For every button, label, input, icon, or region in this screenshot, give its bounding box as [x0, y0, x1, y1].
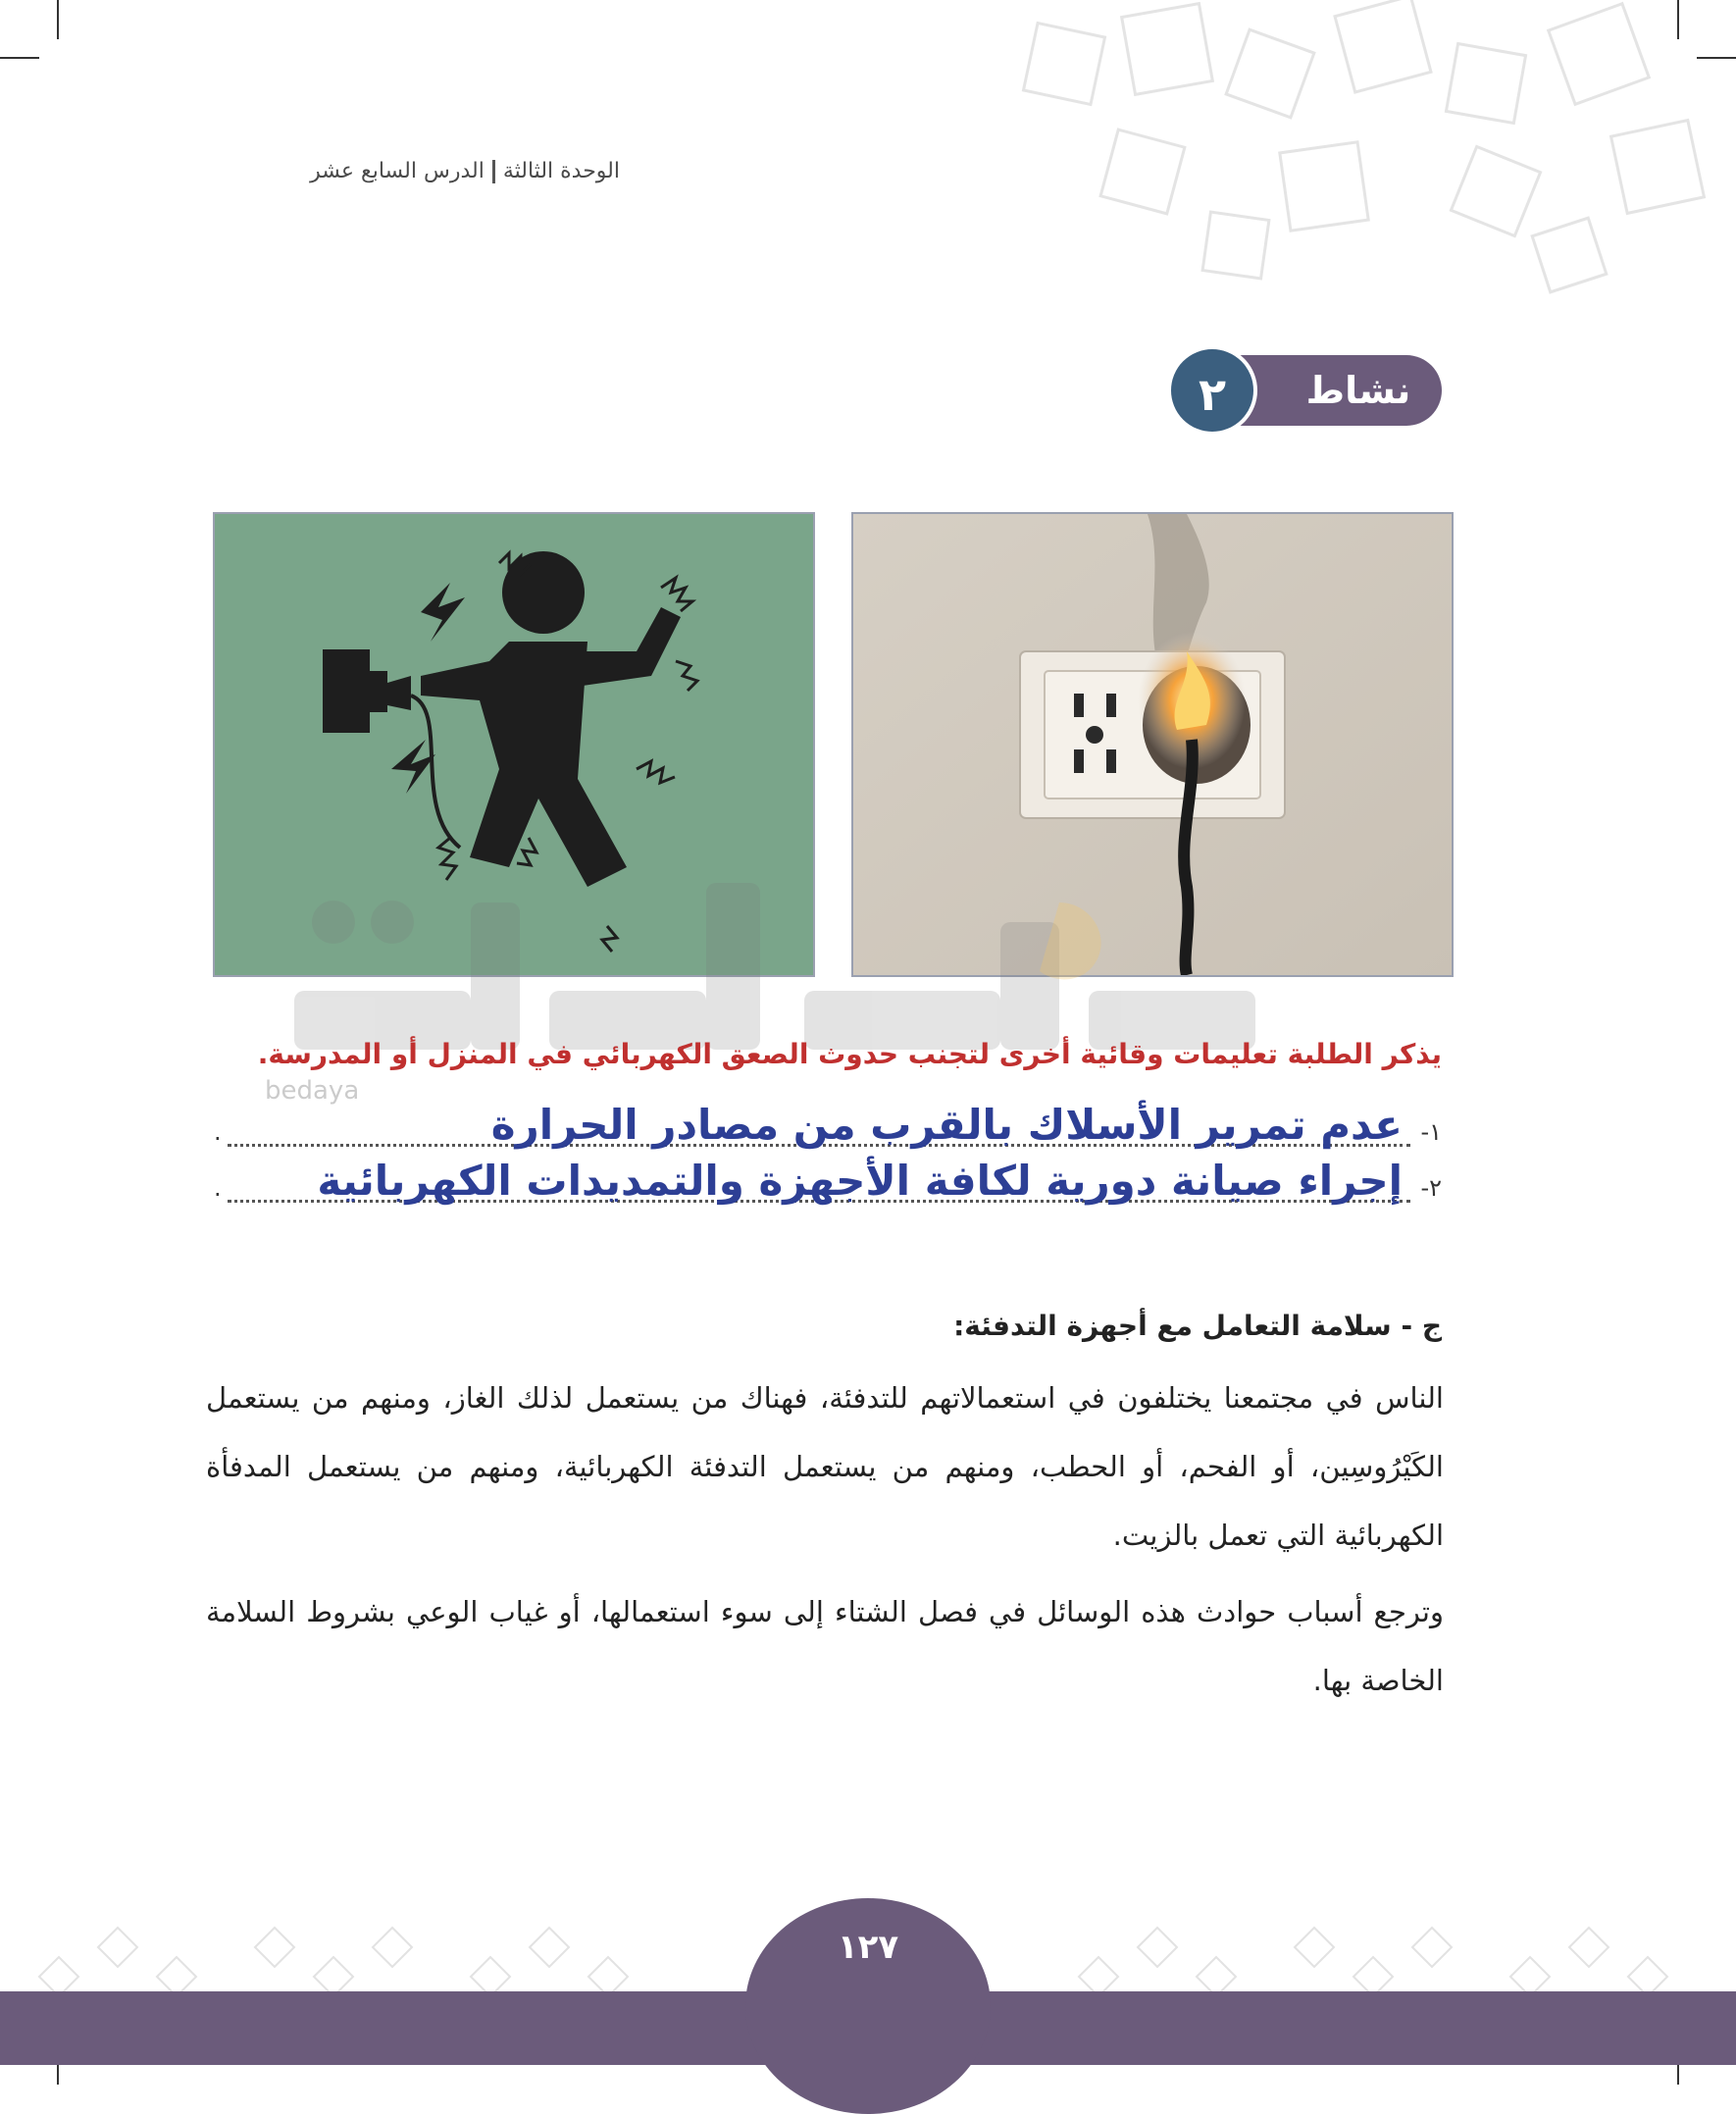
header-lesson: الدرس السابع عشر	[310, 159, 485, 183]
crop-mark	[0, 57, 39, 59]
electric-shock-icon	[215, 514, 813, 975]
activity-instruction: يذكر الطلبة تعليمات وقائية أخرى لتجنب حدوث الصعق الكهربائي في المنزل أو المدرسة.	[257, 1038, 1442, 1070]
page-number-tab	[745, 1898, 991, 2006]
decorative-pattern-top	[991, 0, 1736, 294]
running-header	[208, 159, 620, 183]
section-paragraph-1: الناس في مجتمعنا يختلفون في استعمالاتهم للتدفئة، فهناك من يستعمل لذلك الغاز، ومنهم من يستعمل الكَيْرُوسِين، أو الفحم، أو الحطب، ومنهم من يستعمل التدفئة الكهربائية، ومنهم من يستعمل المدفأة الكهربائية التي تعمل بالزيت.	[206, 1381, 1444, 1552]
electric-shock-image	[213, 512, 815, 977]
section-heading: ج - سلامة التعامل مع أجهزة التدفئة:	[953, 1310, 1442, 1342]
header-unit: الوحدة الثالثة	[502, 159, 620, 183]
burning-outlet-icon	[853, 514, 1452, 975]
answer-line-2	[206, 1157, 1442, 1213]
crop-mark	[57, 0, 59, 39]
answer-end: .	[214, 1118, 222, 1146]
burning-outlet-image	[851, 512, 1454, 977]
watermark-url: bedaya	[265, 1076, 360, 1106]
activity-label: نشاط	[1206, 355, 1442, 426]
answer-line-1	[206, 1101, 1442, 1158]
answer-number: ١-	[1420, 1118, 1442, 1146]
answer-end: .	[214, 1174, 222, 1202]
activity-number: ٢	[1167, 345, 1257, 436]
header-separator	[492, 160, 495, 183]
handwritten-answer: عدم تمرير الأسلاك بالقرب من مصادر الحرارة	[490, 1101, 1403, 1149]
activity-badge	[1167, 345, 1442, 436]
section-paragraph-2: وترجع أسباب حوادث هذه الوسائل في فصل الشتاء إلى سوء استعمالها، أو غياب الوعي بشروط السلامة الخاصة بها.	[206, 1595, 1444, 1697]
page-number: ١٢٧	[837, 1928, 899, 1967]
answer-number: ٢-	[1420, 1174, 1442, 1202]
handwritten-answer: إجراء صيانة دورية لكافة الأجهزة والتمديدات الكهربائية	[317, 1157, 1403, 1205]
